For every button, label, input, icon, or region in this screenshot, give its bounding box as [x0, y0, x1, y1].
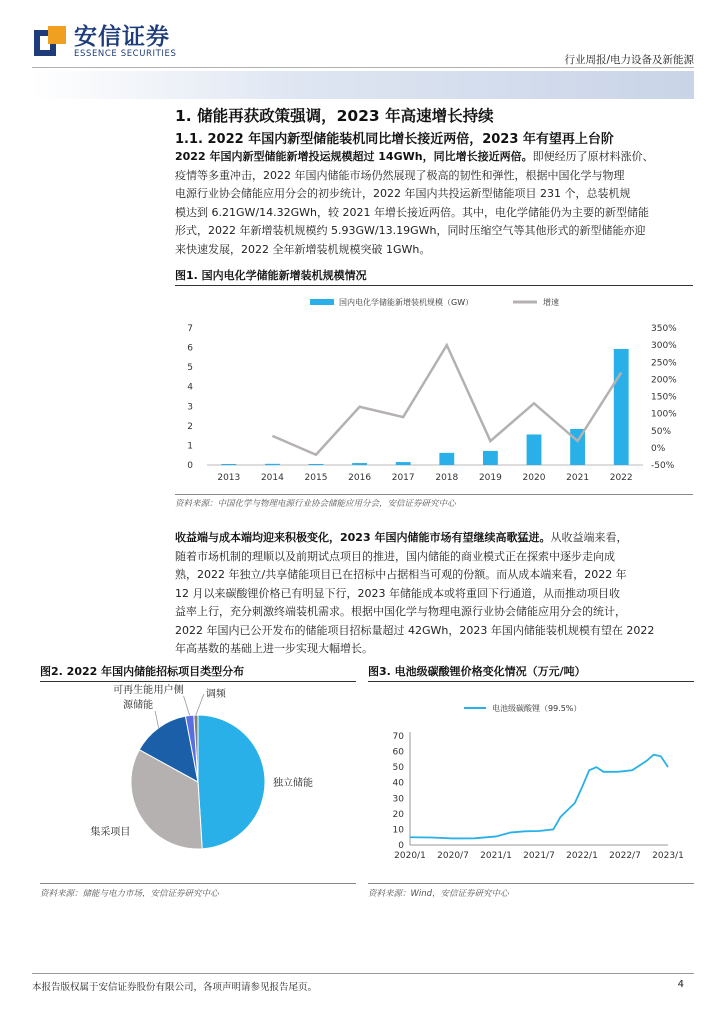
pie-label: 用户侧: [153, 685, 184, 696]
y-tick-label: 20: [392, 809, 404, 820]
page-number: 4: [677, 979, 684, 990]
paragraph-2-line: 随着市场机制的理顺以及前期试点项目的推进，国内储能的商业模式正在探索中逐步走向成: [175, 549, 615, 563]
figure-1-chart: [175, 290, 693, 490]
y-left-tick-label: 7: [187, 324, 193, 334]
pie-leader-line: [155, 711, 159, 728]
x-tick-label: 2023/1: [652, 851, 684, 861]
paragraph-2-bold: 收益端与成本端均迎来积极变化，2023 年国内储能市场有望继续高歌猛进。: [175, 531, 551, 544]
y-right-tick-label: 150%: [651, 392, 677, 403]
line-chart: [368, 684, 694, 880]
figure-3-title: 图3. 电池级碳酸锂价格变化情况（万元/吨）: [368, 665, 586, 678]
pie-label: 集采项目: [90, 827, 131, 839]
x-tick-label: 2022: [609, 473, 633, 483]
legend-label-bar: 国内电化学储能新增装机规模（GW）: [339, 298, 474, 307]
header-divider: [32, 67, 694, 68]
figure-2-title: 图2. 2022 年国内储能招标项目类型分布: [40, 665, 245, 678]
logo-text-en: ESSENCE SECURITIES: [74, 49, 177, 59]
pie-label: 源储能: [123, 700, 154, 711]
x-tick-label: 2019: [478, 473, 502, 483]
legend-swatch-bar: [310, 299, 334, 305]
report-type: 行业周报/电力设备及新能源: [564, 54, 694, 66]
y-right-tick-label: 0%: [651, 443, 666, 454]
section-heading: 1. 储能再获政策强调，2023 年高速增长持续: [175, 107, 494, 125]
x-tick-label: 2021/1: [480, 851, 512, 861]
paragraph-1-bold: 2022 年国内新型储能新增投运规模超过 14GWh，同比增长接近两倍。: [175, 150, 533, 163]
paragraph-2-line: 益率上行，充分刺激终端装机需求。根据中国化学与物理电源行业协会储能应用分会的统计，: [175, 605, 626, 618]
y-right-tick-label: 100%: [651, 409, 677, 420]
figure-2-top-rule: [40, 681, 356, 682]
bar-2022: [614, 349, 629, 465]
figure-3-chart: [368, 684, 694, 880]
y-left-tick-label: 2: [187, 421, 193, 432]
figure-1-source: 资料来源：中国化学与物理电源行业协会储能应用分会，安信证券研究中心: [175, 499, 456, 509]
paragraph-2-line-0: [175, 529, 693, 548]
y-right-tick-label: 250%: [651, 358, 677, 369]
figure-3-bottom-rule: [368, 883, 694, 884]
company-logo: [32, 24, 177, 60]
figure-1-top-rule: [175, 285, 693, 286]
y-left-tick-label: 5: [187, 363, 193, 374]
paragraph-2-line: 年高基数的基础上进一步实现大幅增长。: [175, 642, 373, 655]
bar-2017: [396, 462, 411, 465]
y-tick-label: 50: [392, 763, 404, 774]
y-left-tick-label: 3: [187, 402, 193, 413]
paragraph-1-line: 来快速发展，2022 全年新增装机规模突破 1GWh。: [175, 242, 431, 256]
header-band: [32, 71, 694, 99]
y-right-tick-label: -50%: [651, 461, 675, 471]
pie-label: 可再生能: [113, 685, 154, 696]
lithium-price-line: [410, 755, 668, 839]
paragraph-2-line: 熟，2022 年独立/共享储能项目已在招标中占据相当可观的份额。而从成本端来看，2022 年: [175, 568, 627, 581]
pie-chart: [40, 684, 356, 880]
y-right-tick-label: 200%: [651, 375, 677, 386]
y-left-tick-label: 1: [187, 441, 193, 452]
paragraph-1-tail: 即便经历了原材料涨价、: [532, 150, 654, 163]
x-tick-label: 2020: [522, 473, 546, 483]
bar-line-chart: [175, 290, 693, 490]
x-tick-label: 2020/7: [437, 851, 469, 861]
y-left-tick-label: 0: [187, 461, 193, 471]
legend-label-line: 电池级碳酸锂（99.5%）: [492, 704, 582, 713]
figure-1-title: 图1. 国内电化学储能新增装机规模情况: [175, 269, 367, 282]
y-tick-label: 60: [392, 747, 404, 758]
x-tick-label: 2022/1: [566, 851, 598, 861]
figure-2-source: 资料来源：储能与电力市场，安信证券研究中心: [40, 889, 219, 899]
x-tick-label: 2020/1: [394, 851, 426, 861]
y-right-tick-label: 50%: [651, 426, 672, 437]
y-right-tick-label: 350%: [651, 324, 677, 334]
footer-divider: [32, 973, 694, 974]
bar-2015: [309, 464, 324, 465]
bar-2016: [352, 463, 367, 465]
y-tick-label: 70: [392, 732, 404, 742]
pie-slice: [198, 715, 265, 849]
x-tick-label: 2016: [348, 473, 372, 483]
y-tick-label: 0: [398, 841, 404, 851]
x-tick-label: 2022/7: [609, 851, 641, 861]
paragraph-2-line: 12 月以来碳酸锂价格已有明显下行，2023 年储能成本或将重回下行通道，从而推动项目收: [175, 586, 620, 600]
x-tick-label: 2017: [391, 473, 415, 483]
x-tick-label: 2021/7: [523, 851, 555, 861]
legend-label-line: 增速: [543, 298, 559, 307]
y-tick-label: 30: [392, 794, 404, 805]
growth-rate-line: [272, 345, 621, 455]
y-right-tick-label: 300%: [651, 341, 677, 352]
pie-label: 独立储能: [273, 777, 313, 789]
x-tick-label: 2013: [217, 473, 241, 483]
paragraph-1-line: 模达到 6.21GW/14.32GWh，较 2021 年增长接近两倍。其中，电化学储能仍为主要的新型储能: [175, 205, 649, 219]
bar-2013: [221, 464, 236, 465]
bar-2018: [439, 453, 454, 465]
figure-3-top-rule: [368, 681, 694, 682]
x-tick-label: 2018: [435, 473, 459, 483]
pie-leader-line: [184, 696, 190, 716]
pie-leader-line: [196, 694, 204, 715]
x-tick-label: 2014: [260, 473, 284, 483]
x-tick-label: 2015: [304, 473, 328, 483]
paragraph-2: [175, 529, 693, 659]
y-tick-label: 10: [392, 825, 404, 836]
subsection-heading: 1.1. 2022 年国内新型储能装机同比增长接近两倍，2023 年有望再上台阶: [175, 132, 614, 147]
logo-mark-icon: [32, 24, 68, 60]
figure-3-source: 资料来源：Wind，安信证券研究中心: [368, 889, 509, 899]
logo-text-cn: 安信证券: [74, 24, 170, 50]
bar-2019: [483, 451, 498, 465]
figure-2-bottom-rule: [40, 883, 356, 884]
pie-label: 调频: [205, 689, 226, 700]
figure-1-bottom-rule: [175, 494, 693, 495]
paragraph-1-line: 疫情等多重冲击，2022 年国内储能市场仍然展现了极高的韧性和弹性，根据中国化学与物理: [175, 168, 625, 182]
bar-2014: [265, 464, 280, 465]
paragraph-2-line: 2022 年国内已公开发布的储能项目招标量超过 42GWh，2023 年国内储能装机规模有望在 2022: [175, 623, 655, 637]
paragraph-1-line: 形式，2022 年新增装机规模约 5.93GW/13.19GWh，同时压缩空气等其他形式的新型储能亦迎: [175, 224, 646, 237]
x-tick-label: 2021: [566, 473, 590, 483]
paragraph-1-line-0: [175, 148, 693, 167]
bar-2020: [527, 434, 542, 465]
y-left-tick-label: 6: [187, 343, 193, 354]
figure-2-chart: [40, 684, 356, 880]
paragraph-2-tail: 从收益端来看，: [550, 531, 628, 544]
y-tick-label: 40: [392, 778, 404, 789]
footer-disclaimer: 本报告版权属于安信证券股份有限公司，各项声明请参见报告尾页。: [32, 982, 318, 993]
paragraph-1-line: 电源行业协会储能应用分会的初步统计，2022 年国内共投运新型储能项目 231 个，总装机规: [175, 187, 631, 200]
paragraph-1: [175, 148, 693, 259]
y-left-tick-label: 4: [187, 382, 193, 393]
